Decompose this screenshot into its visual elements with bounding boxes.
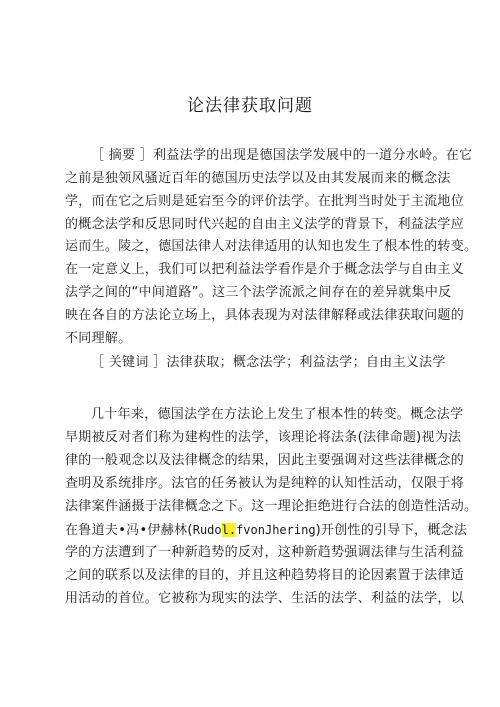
abstract-line: 运而生。陵之，德国法律人对法律适用的认知也发生了根本性的转变。 bbox=[65, 239, 478, 254]
jhering-name-part: fvonJhering bbox=[236, 523, 316, 537]
jhering-name-part: Rudo bbox=[192, 523, 222, 537]
name-line-before: 在鲁道夫•冯•伊赫林( bbox=[65, 523, 193, 538]
body-line: 查明及系统排序。法官的任务被认为是纯粹的认知性活动，仅限于将 bbox=[65, 476, 465, 491]
body-line: 之间的联系以及法律的目的，并且这种趋势将目的论因素置于法律适 bbox=[65, 568, 465, 583]
abstract-line: 在一定意义上，我们可以把利益法学看作是介于概念法学与自由主义 bbox=[65, 262, 465, 277]
abstract-line: ［ 摘要 ］利益法学的出现是德国法学发展中的一道分水岭。在它 bbox=[91, 148, 473, 163]
abstract-line: 之前是独领风骚近百年的德国历史法学以及由其发展而来的概念法 bbox=[65, 171, 451, 186]
abstract-line: 映在各自的方法论立场上，具体表现为对法律解释或法律获取问题的 bbox=[65, 308, 465, 323]
abstract-line: 的概念法学和反思同时代兴起的自由主义法学的背景下，利益法学应 bbox=[65, 217, 465, 232]
body-line: 学的方法遭到了一种新趋势的反对，这种新趋势强调法律与生活利益 bbox=[65, 545, 465, 560]
abstract-line: 法学之间的“中间道路”。这三个法学流派之间存在的差异就集中反 bbox=[65, 285, 452, 300]
body-line-with-name bbox=[65, 522, 468, 539]
name-line-after: )开创性的引导下，概念法 bbox=[315, 523, 468, 538]
abstract-line: 学，而在它之后则是延宕至今的评价法学。在批判当时处于主流地位 bbox=[65, 194, 465, 209]
document-title: 论法律获取问题 bbox=[187, 96, 313, 116]
body-line: 律的一般观念以及法律概念的结果，因此主要强调对这些法律概念的 bbox=[65, 453, 465, 468]
abstract-line: 不同理解。 bbox=[65, 331, 132, 346]
highlighted-text: l. bbox=[221, 523, 237, 537]
body-line: 法律案件涵摄于法律概念之下。这一理论拒绝进行合法的创造性活动。 bbox=[65, 499, 478, 514]
body-line: 几十年来，德国法学在方法论上发生了根本性的转变。概念法学 bbox=[91, 407, 464, 422]
body-line: 用活动的首位。它被称为现实的法学、生活的法学、利益的法学，以 bbox=[65, 591, 465, 606]
keywords-line: ［ 关键词 ］法律获取；概念法学；利益法学；自由主义法学 bbox=[91, 355, 446, 370]
body-line: 早期被反对者们称为建构性的法学，该理论将法条(法律命题)视为法 bbox=[65, 430, 462, 445]
